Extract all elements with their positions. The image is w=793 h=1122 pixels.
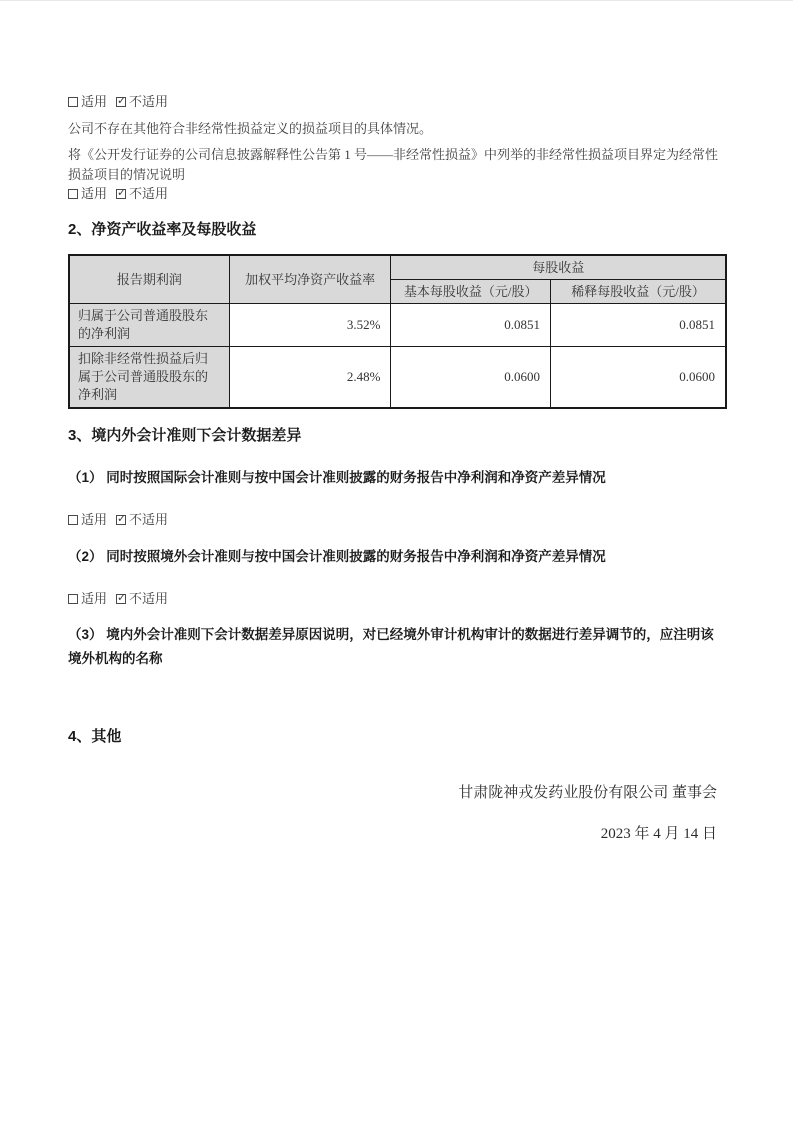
check-mark-icon: ✓	[117, 512, 127, 525]
checkbox-unchecked-icon	[68, 594, 78, 604]
not-applicable-option	[116, 94, 168, 109]
checkbox-checked-icon	[116, 591, 127, 604]
not-applicable-option	[116, 186, 168, 201]
check-mark-icon: ✓	[117, 186, 127, 199]
applicability-row-2	[68, 185, 727, 202]
basic-eps-value: 0.0851	[391, 304, 551, 347]
checkbox-unchecked-icon	[68, 515, 78, 525]
checkbox-unchecked-icon	[68, 97, 78, 107]
section-3-sub-2-heading: （2） 同时按照境外会计准则与按中国会计准则披露的财务报告中净利润和净资产差异情况	[68, 549, 606, 564]
section-3-heading: 3、境内外会计准则下会计数据差异	[68, 427, 302, 444]
not-applicable-label: 不适用	[129, 591, 169, 606]
checkbox-checked-icon	[116, 94, 127, 107]
applicability-row-3	[68, 511, 727, 528]
row-label: 归属于公司普通股股东的净利润	[69, 304, 229, 347]
col-header-basic-eps: 基本每股收益（元/股）	[391, 280, 551, 304]
applicable-option	[68, 591, 107, 606]
section-4-heading: 4、其他	[68, 728, 122, 745]
section-2-heading: 2、净资产收益率及每股收益	[68, 221, 257, 238]
applicable-label: 适用	[81, 186, 108, 201]
applicable-label: 适用	[81, 512, 108, 527]
check-mark-icon: ✓	[117, 591, 127, 604]
applicable-label: 适用	[81, 591, 108, 606]
roe-eps-table	[68, 254, 727, 409]
applicability-row-4	[68, 590, 727, 607]
section-3-sub-1-heading: （1） 同时按照国际会计准则与按中国会计准则披露的财务报告中净利润和净资产差异情况	[68, 470, 606, 485]
signature-company: 甘肃陇神戎发药业股份有限公司 董事会	[458, 785, 717, 801]
not-applicable-option	[116, 591, 168, 606]
check-mark-icon: ✓	[117, 94, 127, 107]
no-items-note: 公司不存在其他符合非经常性损益定义的损益项目的具体情况。	[68, 121, 433, 136]
not-applicable-option	[116, 512, 168, 527]
applicable-option	[68, 512, 107, 527]
not-applicable-label: 不适用	[129, 512, 169, 527]
not-applicable-label: 不适用	[129, 94, 169, 109]
col-header-weighted-roe: 加权平均净资产收益率	[229, 255, 391, 304]
diluted-eps-value: 0.0851	[551, 304, 726, 347]
roe-value: 3.52%	[229, 304, 391, 347]
signature-date: 2023 年 4 月 14 日	[600, 826, 717, 842]
applicability-row-1	[68, 93, 727, 110]
checkbox-unchecked-icon	[68, 189, 78, 199]
col-header-profit: 报告期利润	[69, 255, 229, 304]
diluted-eps-value: 0.0600	[551, 347, 726, 409]
table-row	[69, 347, 726, 409]
applicable-label: 适用	[81, 94, 108, 109]
basic-eps-value: 0.0600	[391, 347, 551, 409]
col-header-eps-group: 每股收益	[391, 255, 726, 280]
col-header-diluted-eps: 稀释每股收益（元/股）	[551, 280, 726, 304]
checkbox-checked-icon	[116, 512, 127, 525]
table-row	[69, 304, 726, 347]
row-label: 扣除非经常性损益后归属于公司普通股股东的净利润	[69, 347, 229, 409]
not-applicable-label: 不适用	[129, 186, 169, 201]
roe-value: 2.48%	[229, 347, 391, 409]
checkbox-checked-icon	[116, 186, 127, 199]
section-3-sub-3-heading: （3） 境内外会计准则下会计数据差异原因说明，对已经境外审计机构审计的数据进行差异调节的，应注明该境外机构的名称	[68, 627, 714, 666]
applicable-option	[68, 94, 107, 109]
definition-note: 将《公开发行证券的公司信息披露解释性公告第 1 号——非经常性损益》中列举的非经常性损益项目界定为经常性损益项目的情况说明	[68, 147, 719, 182]
applicable-option	[68, 186, 107, 201]
